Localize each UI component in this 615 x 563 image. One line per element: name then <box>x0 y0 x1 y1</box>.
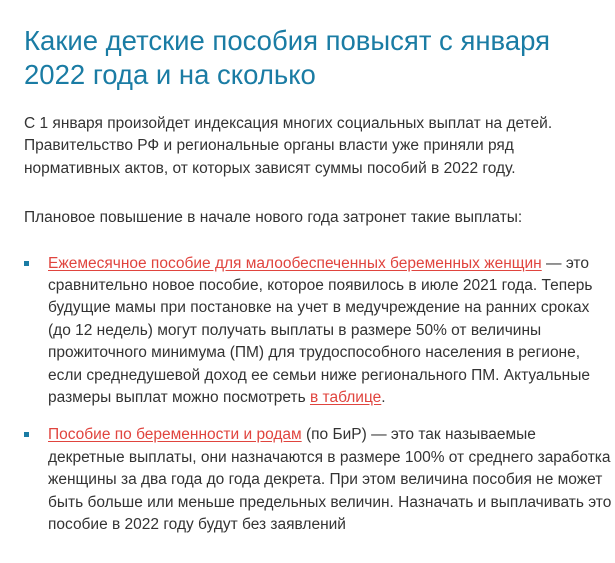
lead-paragraph: Плановое повышение в начале нового года затронет такие выплаты: <box>24 209 523 227</box>
pregnant-low-income-benefit-link[interactable]: Ежемесячное пособие для малообеспеченных беременных женщин <box>48 254 542 272</box>
maternity-benefit-link[interactable]: Пособие по беременности и родам <box>48 426 302 444</box>
intro-paragraph: С 1 января произойдет индексация многих социальных выплат на детей. Правительство РФ и региональные органы власти уже приняли ряд нормативных актов, от которых зависят суммы пособий в 2022 году. <box>24 115 553 177</box>
list-item-tail: . <box>381 389 386 407</box>
article-title: Какие детские пособия повысят с января 2022 года и на сколько <box>24 25 550 90</box>
square-bullet-icon <box>24 261 29 266</box>
list-item <box>24 253 615 410</box>
square-bullet-icon <box>24 432 29 437</box>
list-item-text: (по БиР) — это так называемые декретные выплаты, они назначаются в размере 100% от среднего заработка женщины за два года до года декрета. При этом величина пособия не может быть больше или меньше предельных величин. Назначать и выплачивать это пособие в 2022 году будут без заявлений <box>48 426 612 534</box>
table-link[interactable]: в таблице <box>309 389 382 407</box>
list-item-text: — это сравнительно новое пособие, которое появилось в июле 2021 года. Теперь будущие мамы при постановке на учет в медучреждение на ранних сроках (до 12 недель) могут получать выплаты в размере 50% от величины прожиточного минимума (ПМ) для трудоспособного населения в регионе, если среднедушевой доход ее семьи ниже регионального ПМ. Актуальные размеры выплат можно посмотреть <box>48 254 593 407</box>
list-item <box>24 424 615 536</box>
benefits-list <box>24 253 615 537</box>
